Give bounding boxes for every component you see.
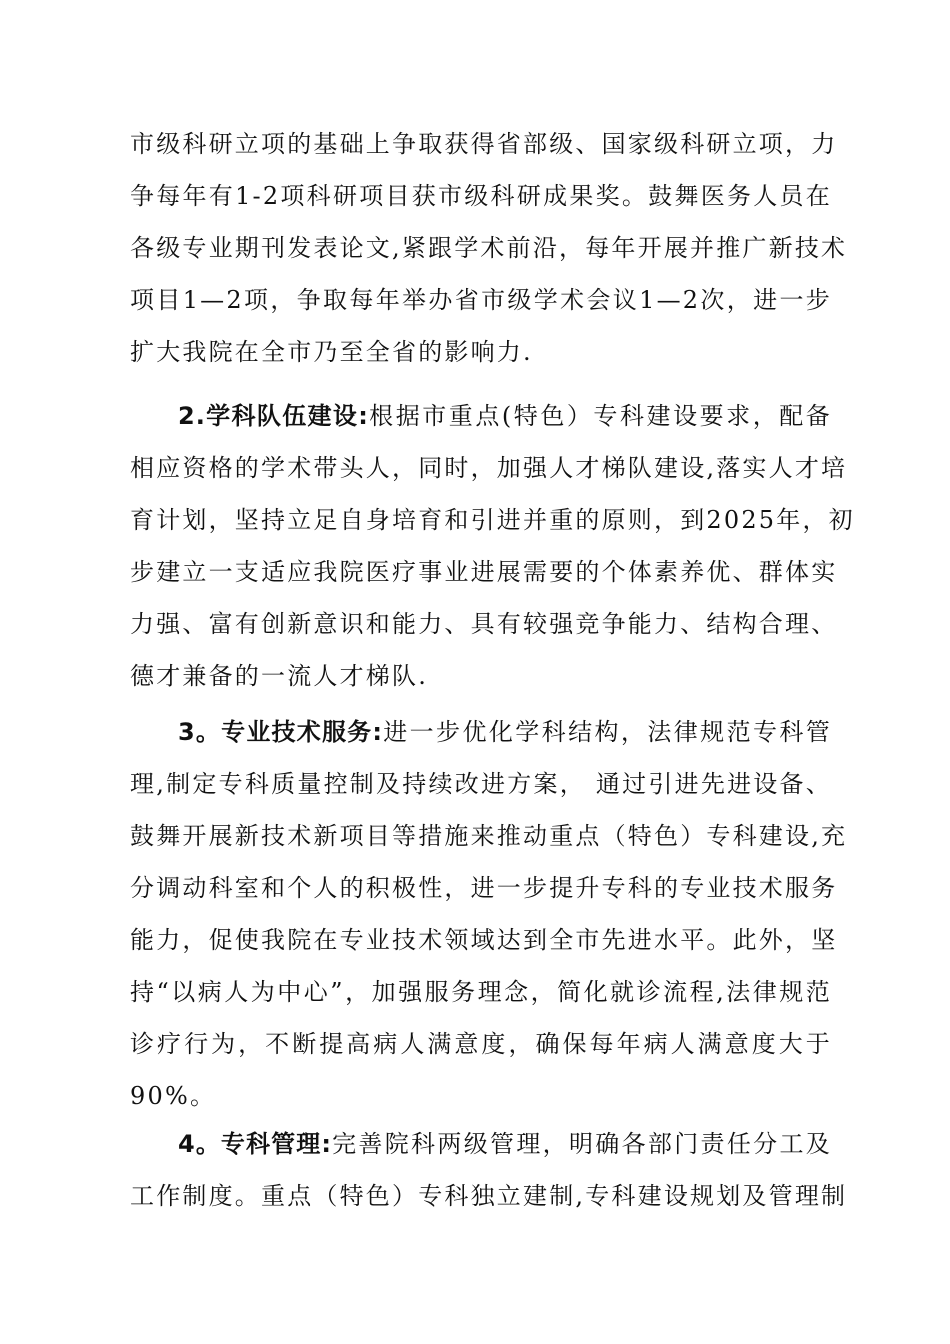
text-line: 项目1—2项，争取每年举办省市级学术会议1—2次，进一步	[130, 286, 832, 314]
paragraph-research	[130, 118, 848, 378]
text-run: 完善院科两级管理，明确各部门责任分工及	[332, 1130, 832, 1158]
text-line	[130, 706, 832, 758]
text-line: 理,制定专科质量控制及持续改进方案， 通过引进先进设备、	[130, 770, 832, 798]
text-line: 扩大我院在全市乃至全省的影响力.	[130, 338, 533, 366]
text-line: 相应资格的学术带头人，同时，加强人才梯队建设,落实人才培	[130, 454, 848, 482]
text-line: 分调动科室和个人的积极性，进一步提升专科的专业技术服务	[130, 874, 838, 902]
text-line: 争每年有1-2项科研项目获市级科研成果奖。鼓舞医务人员在	[130, 182, 832, 210]
text-line: 市级科研立项的基础上争取获得省部级、国家级科研立项，力	[130, 130, 838, 158]
text-run: 进一步优化学科结构，法律规范专科管	[383, 718, 833, 746]
text-run: 根据市重点(特色）专科建设要求，配备	[368, 402, 832, 430]
text-line: 诊疗行为，不断提高病人满意度，确保每年病人满意度大于	[130, 1030, 832, 1058]
text-line: 力强、富有创新意识和能力、具有较强竞争能力、结构合理、	[130, 610, 838, 638]
text-line	[130, 390, 832, 442]
text-line: 能力，促使我院在专业技术领域达到全市先进水平。此外，坚	[130, 926, 838, 954]
text-line: 各级专业期刊发表论文,紧跟学术前沿，每年开展并推广新技术	[130, 234, 848, 262]
paragraph-team-building	[130, 390, 855, 702]
text-line: 德才兼备的一流人才梯队.	[130, 662, 429, 690]
text-line: 步建立一支适应我院医疗事业进展需要的个体素养优、群体实	[130, 558, 838, 586]
text-line: 持“以病人为中心”，加强服务理念，简化就诊流程,法律规范	[130, 978, 832, 1006]
text-line: 育计划，坚持立足自身培育和引进并重的原则，到2025年，初	[130, 506, 855, 534]
paragraph-technical-service	[130, 706, 848, 1122]
paragraph-specialty-management	[130, 1118, 848, 1222]
section-heading: 4。专科管理:	[178, 1130, 332, 1158]
text-line: 工作制度。重点（特色）专科独立建制,专科建设规划及管理制	[130, 1182, 848, 1210]
section-heading: 3。专业技术服务:	[178, 718, 383, 746]
text-line	[130, 1118, 832, 1170]
text-line: 鼓舞开展新技术新项目等措施来推动重点（特色）专科建设,充	[130, 822, 848, 850]
section-heading: 2.学科队伍建设:	[178, 402, 369, 430]
text-line: 90%。	[130, 1082, 217, 1110]
